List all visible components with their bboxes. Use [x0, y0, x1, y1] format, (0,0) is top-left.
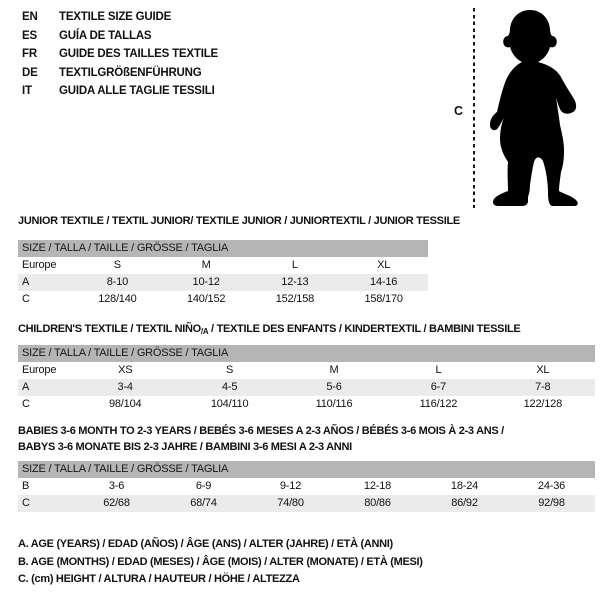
- height-cell: 152/158: [275, 293, 315, 305]
- age-cell: 9-12: [279, 480, 302, 492]
- height-cell: 98/104: [108, 398, 142, 410]
- row-label: A: [22, 381, 30, 393]
- legend: [18, 536, 423, 589]
- table-row-age: [18, 274, 428, 291]
- age-cell: 3-4: [117, 381, 133, 393]
- height-cell: 92/98: [538, 497, 565, 509]
- table-row-europe: [18, 362, 595, 379]
- size-cell: XS: [118, 364, 133, 376]
- age-cell: 6-7: [430, 381, 447, 393]
- babies-size-table: [18, 461, 595, 512]
- table-row-height: [18, 396, 595, 413]
- age-cell: 14-16: [370, 276, 398, 288]
- language-row-de: [22, 64, 218, 83]
- height-cell: 140/152: [186, 293, 226, 305]
- row-label: Europe: [22, 364, 57, 376]
- children-size-table: [18, 345, 595, 413]
- guide-title-it: GUIDA ALLE TAGLIE TESSILI: [59, 85, 215, 98]
- language-code: ES: [22, 29, 37, 42]
- guide-title-en: TEXTILE SIZE GUIDE: [59, 11, 172, 24]
- language-list: [22, 8, 218, 101]
- size-cell: XL: [536, 364, 550, 376]
- age-cell: 6-9: [195, 480, 212, 492]
- size-cell: XL: [377, 259, 391, 271]
- table-row-height: [18, 291, 428, 308]
- age-cell: 3-6: [108, 480, 125, 492]
- legend-line-b: B. AGE (MONTHS) / EDAD (MESES) / ÂGE (MOIS) / ALTER (MONATE) / ETÀ (MESI): [18, 555, 423, 568]
- row-label: Europe: [22, 259, 57, 271]
- junior-table-title: JUNIOR TEXTILE / TEXTIL JUNIOR/ TEXTILE JUNIOR / JUNIORTEXTIL / JUNIOR TESSILE: [18, 215, 460, 227]
- size-cell: L: [435, 364, 442, 376]
- size-cell: M: [329, 364, 339, 376]
- language-code: EN: [22, 11, 38, 24]
- row-label: A: [22, 276, 30, 288]
- age-cell: 12-18: [363, 480, 392, 492]
- age-cell: 12-13: [281, 276, 309, 288]
- height-cell: 128/140: [98, 293, 137, 305]
- babies-table-title: [18, 424, 578, 455]
- height-cell: 80/86: [364, 497, 391, 509]
- height-measure-line: [473, 8, 475, 208]
- children-title-prefix: CHILDREN'S TEXTILE / TEXTIL NIÑO: [18, 323, 201, 335]
- size-header-band: SIZE / TALLA / TAILLE / GRÖSSE / TAGLIA: [18, 240, 428, 257]
- height-cell: 122/128: [523, 398, 563, 410]
- table-row-age-months: [18, 478, 595, 495]
- language-code: IT: [22, 85, 32, 98]
- height-marker-label: C: [454, 104, 464, 118]
- language-row-es: [22, 27, 218, 46]
- guide-title-fr: GUIDE DES TAILLES TEXTILE: [59, 48, 218, 61]
- baby-silhouette-icon: [486, 8, 586, 208]
- row-label: B: [22, 480, 30, 492]
- height-cell: 158/170: [364, 293, 403, 305]
- language-row-fr: [22, 45, 218, 64]
- height-cell: 104/110: [210, 398, 249, 410]
- age-cell: 5-6: [326, 381, 342, 393]
- age-cell: 24-36: [537, 480, 566, 492]
- babies-title-line2: BABYS 3-6 MONATE BIS 2-3 JAHRE / BAMBINI 3-6 MESI A 2-3 ANNI: [18, 440, 352, 453]
- table-row-age: [18, 379, 595, 396]
- legend-line-c: C. (cm) HEIGHT / ALTURA / HAUTEUR / HÖHE / ALTEZZA: [18, 573, 300, 585]
- junior-size-table: [18, 240, 428, 308]
- size-header-band: SIZE / TALLA / TAILLE / GRÖSSE / TAGLIA: [18, 345, 595, 362]
- age-cell: 18-24: [450, 480, 479, 492]
- row-label: C: [22, 497, 30, 509]
- height-cell: 74/80: [277, 497, 304, 509]
- table-row-height: [18, 495, 595, 512]
- children-title-subscript: /A: [200, 327, 209, 336]
- children-title-suffix: / TEXTILE DES ENFANTS / KINDERTEXTIL / BAMBINI TESSILE: [208, 323, 521, 335]
- size-cell: S: [226, 364, 234, 376]
- size-header-band: SIZE / TALLA / TAILLE / GRÖSSE / TAGLIA: [18, 461, 595, 478]
- legend-line-a: A. AGE (YEARS) / EDAD (AÑOS) / ÂGE (ANS) / ALTER (JAHRE) / ETÀ (ANNI): [18, 538, 393, 550]
- language-row-it: [22, 82, 218, 101]
- size-cell: M: [201, 259, 211, 271]
- size-cell: S: [113, 259, 121, 271]
- guide-title-de: TEXTILGRÖßENFÜHRUNG: [59, 66, 202, 79]
- height-cell: 86/92: [451, 497, 478, 509]
- age-cell: 8-10: [106, 276, 128, 288]
- babies-title-line1: BABIES 3-6 MONTH TO 2-3 YEARS / BEBÉS 3-6 MESES A 2-3 AÑOS / BÉBÉS 3-6 MOIS À 2-3 ANS /: [18, 425, 504, 437]
- size-cell: L: [291, 259, 298, 271]
- height-cell: 116/122: [419, 398, 458, 410]
- language-code: DE: [22, 66, 38, 79]
- age-cell: 4-5: [221, 381, 238, 393]
- table-row-europe: [18, 257, 428, 274]
- children-table-title: [18, 323, 520, 336]
- age-cell: 10-12: [192, 276, 220, 288]
- age-cell: 7-8: [535, 381, 551, 393]
- guide-title-es: GUÍA DE TALLAS: [59, 29, 152, 42]
- row-label: C: [22, 293, 30, 305]
- language-row-en: [22, 8, 218, 27]
- height-cell: 110/116: [315, 398, 353, 410]
- language-code: FR: [22, 48, 37, 61]
- height-cell: 68/74: [190, 497, 217, 509]
- row-label: C: [22, 398, 30, 410]
- height-cell: 62/68: [103, 497, 130, 509]
